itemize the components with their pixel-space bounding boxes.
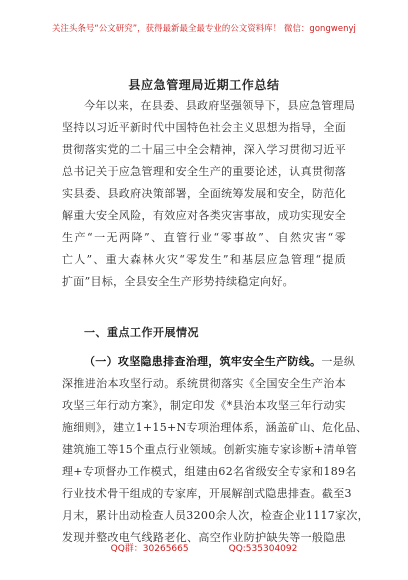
paragraph-line: 坚持以习近平新时代中国特色社会主义思想为指导，全面 bbox=[62, 121, 346, 134]
paragraph-line: 亡人”、重大森林火灾“零发生”和基层应急管理“提质 bbox=[62, 253, 346, 266]
paragraph-line: 施细则》，建立1+15+N专项治理体系，涵盖矿山、危化品、 bbox=[62, 421, 368, 434]
paragraph-line: 实县委、县政府决策部署，全面统筹发展和安全，防范化 bbox=[62, 187, 346, 200]
intro-paragraph bbox=[62, 95, 356, 293]
footer-qq-number: QQ:535304092 bbox=[228, 544, 298, 554]
paragraph-line bbox=[62, 351, 356, 373]
paragraph-line: 贯彻落实党的二十届三中全会精神，深入学习贯彻习近平 bbox=[62, 143, 346, 156]
paragraph-line: 发现并整改电气线路老化、高空作业防护缺失等一般隐患 bbox=[62, 531, 346, 544]
document-title: 县应急管理局近期工作总结 bbox=[128, 78, 280, 92]
paragraph-line: 今年以来，在县委、县政府坚强领导下，县应急管理局 bbox=[84, 99, 356, 112]
paragraph-line: 建筑施工等15个重点行业领域。创新实施专家诊断+清单管 bbox=[62, 443, 358, 456]
footer-contact bbox=[0, 541, 408, 554]
paragraph-line: 扩面”目标，全县安全生产形势持续稳定向好。 bbox=[62, 275, 294, 288]
header-banner: 关注头条号“公文研究”，获得最新最全最专业的公文资料库！ 微信：gongwenyj bbox=[52, 23, 356, 33]
paragraph-line: 月末，累计出动检查人员3200余人次，检查企业1117家次， bbox=[62, 509, 369, 522]
paragraph-line: 理+专项督办工作模式，组建由62名省级安全专家和189名 bbox=[62, 465, 357, 478]
paragraph-line: 攻坚三年行动方案》，制定印发《*县治本攻坚三年行动实 bbox=[62, 399, 346, 412]
subsection-paragraph bbox=[62, 351, 369, 549]
paragraph-line: 生产“一无两降”、直管行业“零事故”、自然灾害“零 bbox=[62, 231, 346, 244]
paragraph-line: 深推进治本攻坚行动。系统贯彻落实《全国安全生产治本 bbox=[62, 377, 346, 390]
footer-qq-group: QQ群：30265665 bbox=[110, 544, 189, 554]
section-heading: 一、重点工作开展情况 bbox=[84, 326, 199, 339]
paragraph-line: 解重大安全风险，有效应对各类灾害事故，成功实现安全 bbox=[62, 209, 346, 222]
paragraph-line-rest: 一是纵 bbox=[321, 355, 356, 368]
paragraph-line: 行业技术骨干组成的专家库，开展解剖式隐患排查。截至3 bbox=[62, 487, 352, 500]
subsection-heading: （一）攻坚隐患排查治理，筑牢安全生产防线。 bbox=[84, 355, 322, 368]
paragraph-line: 总书记关于应急管理和安全生产的重要论述，认真贯彻落 bbox=[62, 165, 346, 178]
